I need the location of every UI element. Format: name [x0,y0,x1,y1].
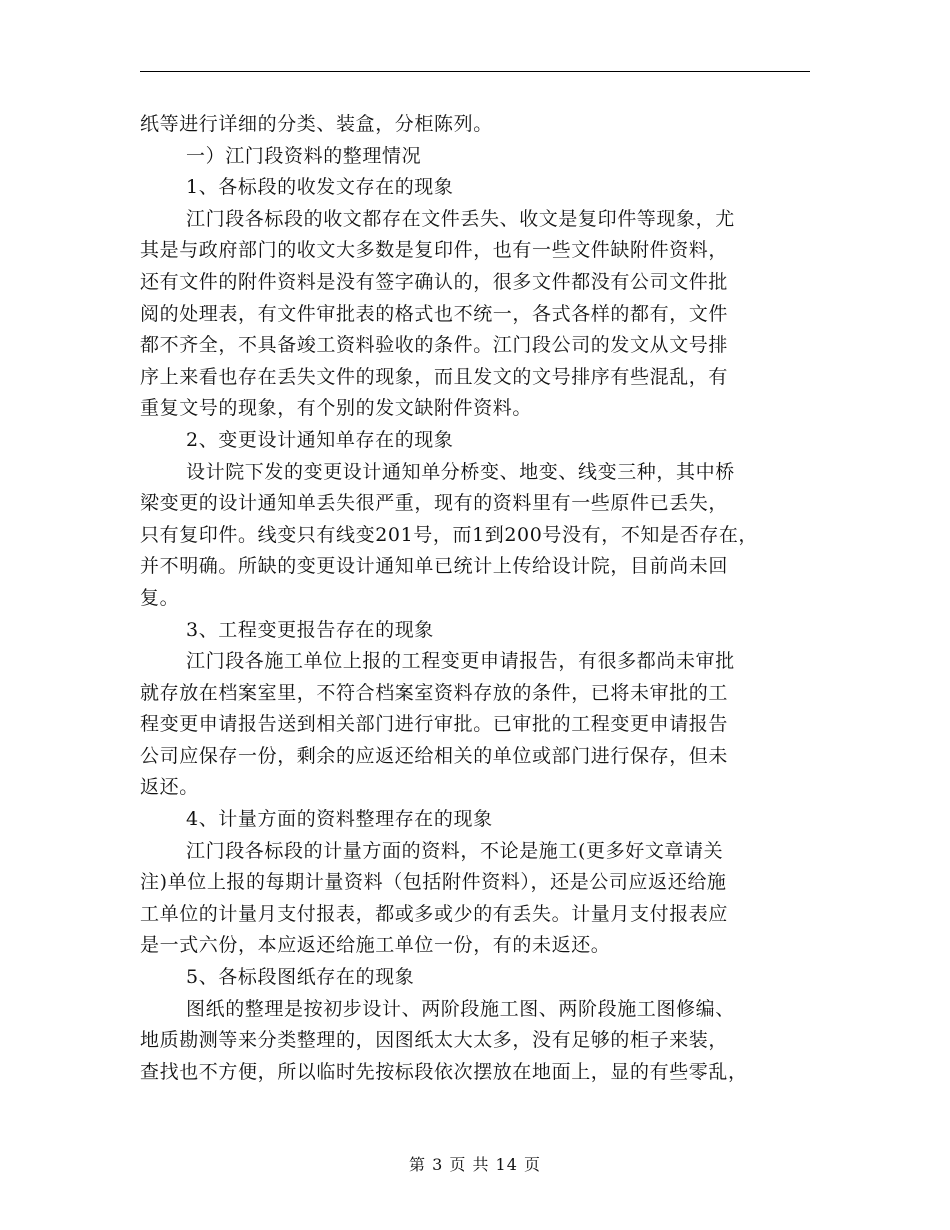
text-line: 复。 [140,586,180,609]
text-line: 序上来看也存在丢失文件的现象，而且发文的文号排序有些混乱，有 [140,365,729,388]
text-line: 梁变更的设计通知单丢失很严重，现有的资料里有一些原件已丢失， [140,492,729,515]
text-line: 图纸的整理是按初步设计、两阶段施工图、两阶段施工图修编、 [186,997,735,1020]
text-line: 查找也不方便，所以临时先按标段依次摆放在地面上，显的有些零乱， [140,1060,748,1083]
text-line: 设计院下发的变更设计通知单分桥变、地变、线变三种，其中桥 [186,460,735,483]
text-line: 是一式六份，本应返还给施工单位一份，有的未返还。 [140,934,611,957]
text-line: 1、各标段的收发文存在的现象 [186,176,454,199]
text-line: 江门段各施工单位上报的工程变更申请报告，有很多都尚未审批 [186,650,735,673]
text-line: 地质勘测等来分类整理的，因图纸太大太多，没有足够的柜子来装， [140,1029,729,1052]
header-rule [140,71,810,72]
text-line: 工单位的计量月支付报表，都或多或少的有丢失。计量月支付报表应 [140,902,729,925]
text-line: 江门段各标段的收文都存在文件丢失、收文是复印件等现象，尤 [186,207,735,230]
text-line: 返还。 [140,776,199,799]
text-line: 2、变更设计通知单存在的现象 [186,428,454,451]
text-line: 程变更申请报告送到相关部门进行审批。已审批的工程变更申请报告 [140,713,729,736]
text-line: 公司应保存一份，剩余的应返还给相关的单位或部门进行保存，但未 [140,744,729,767]
text-line: 5、各标段图纸存在的现象 [186,966,415,989]
text-line: 注)单位上报的每期计量资料（包括附件资料），还是公司应返还给施 [140,871,727,894]
text-line: 就存放在档案室里，不符合档案室资料存放的条件，已将未审批的工 [140,681,729,704]
text-line: 其是与政府部门的收文大多数是复印件，也有一些文件缺附件资料， [140,239,729,262]
text-line: 4、计量方面的资料整理存在的现象 [186,808,493,831]
page-footer: 第 3 页 共 14 页 [409,1155,541,1174]
text-line: 阅的处理表，有文件审批表的格式也不统一，各式各样的都有，文件 [140,302,729,325]
text-line: 江门段各标段的计量方面的资料，不论是施工(更多好文章请关 [186,839,724,862]
text-line: 都不齐全，不具备竣工资料验收的条件。江门段公司的发文从文号排 [140,334,729,357]
text-line: 3、工程变更报告存在的现象 [186,618,434,641]
text-line: 重复文号的现象，有个别的发文缺附件资料。 [140,397,533,420]
text-line: 纸等进行详细的分类、装盒，分柜陈列。 [140,113,493,135]
text-line: 并不明确。所缺的变更设计通知单已统计上传给设计院，目前尚未回 [140,555,729,578]
text-line: 只有复印件。线变只有线变201号，而1到200号没有，不知是否存在， [140,523,759,546]
document-body [140,109,820,1088]
text-line: 还有文件的附件资料是没有签字确认的，很多文件都没有公司文件批 [140,270,729,293]
text-line: 一）江门段资料的整理情况 [186,144,422,167]
